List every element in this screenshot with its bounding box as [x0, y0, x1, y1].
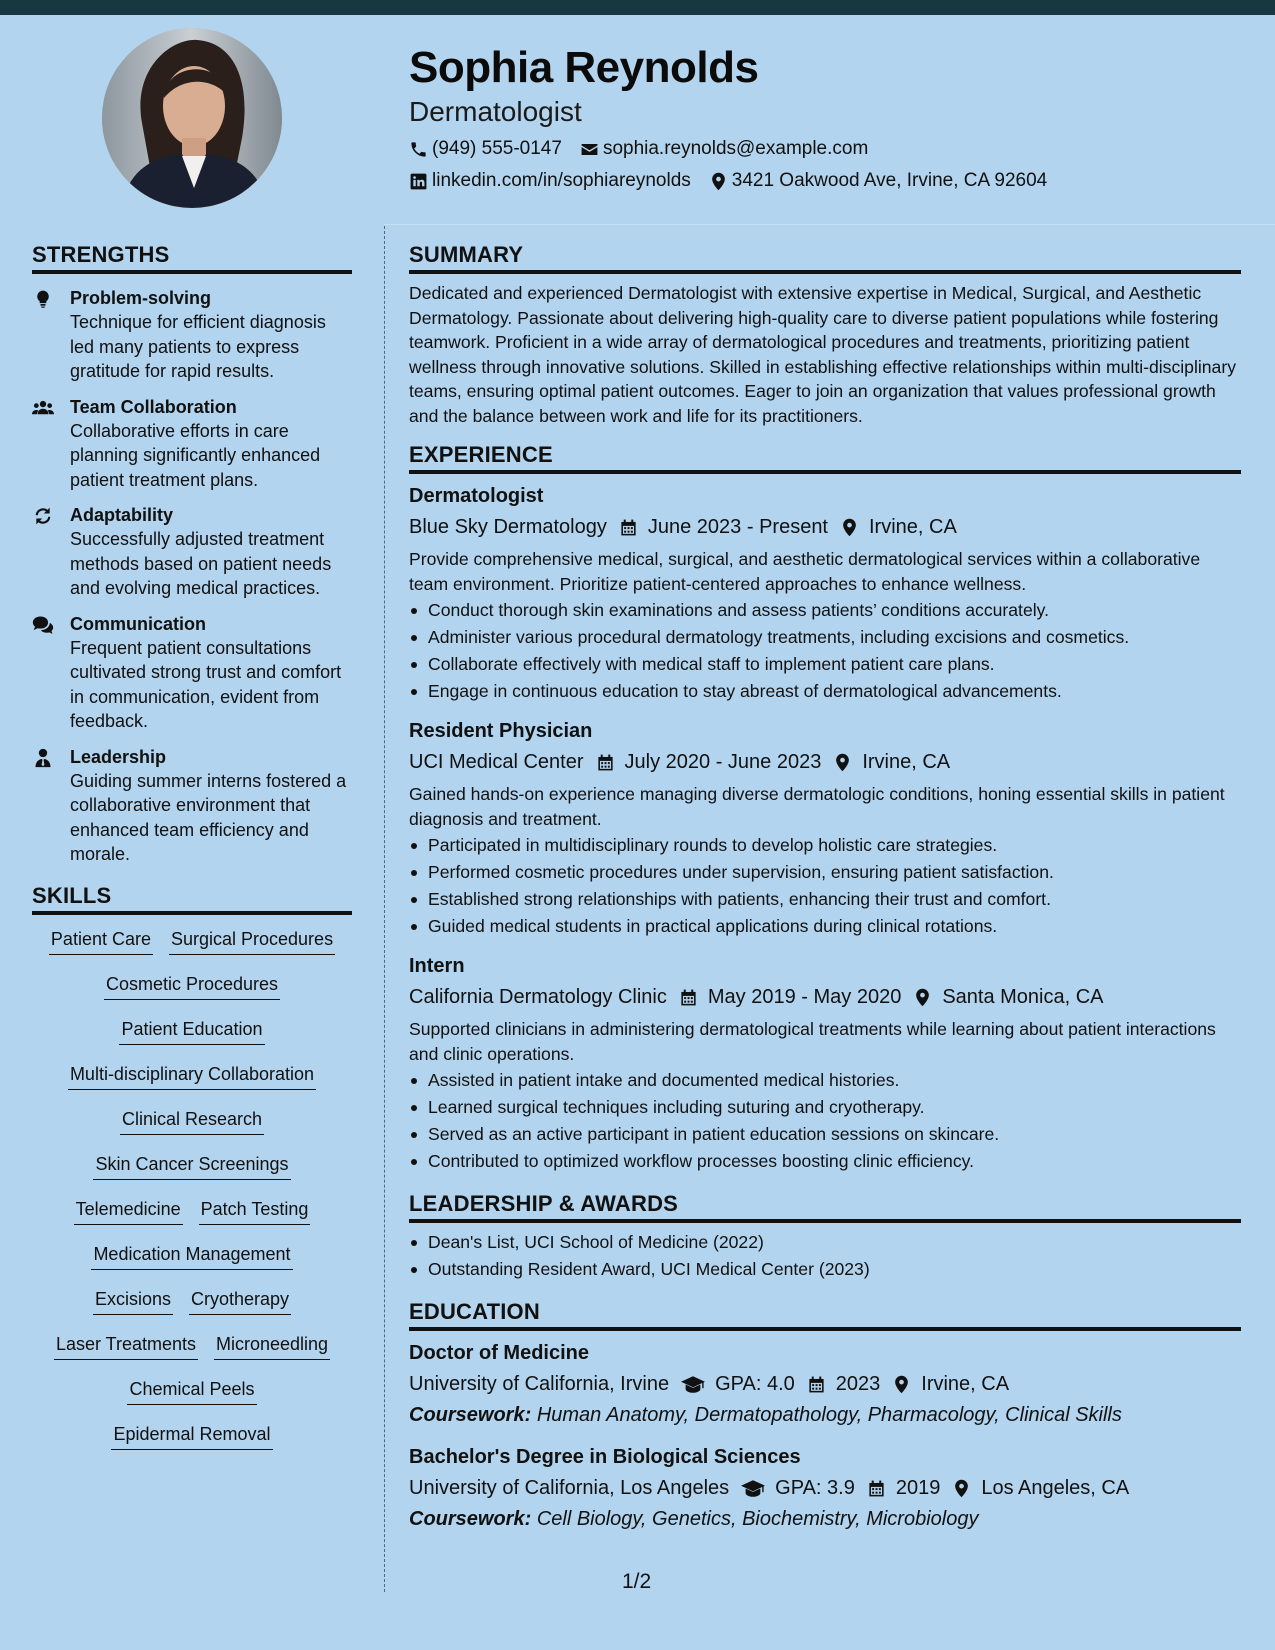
- calendar-icon: [596, 753, 615, 772]
- contact-address: [709, 170, 1047, 192]
- strength-desc: Successfully adjusted treatment methods based on patient needs and evolving medical practices.: [70, 529, 332, 598]
- job-meta: [409, 748, 1241, 776]
- job-location: Irvine, CA: [862, 751, 951, 773]
- skill-tag: Cosmetic Procedures: [104, 972, 280, 1000]
- list-item: Participated in multidisciplinary rounds to develop holistic care strategies.: [409, 832, 1241, 859]
- job-meta: [409, 983, 1241, 1011]
- skill-tag: Excisions: [93, 1287, 173, 1315]
- skill-tag: Microneedling: [214, 1332, 330, 1360]
- job-company: California Dermatology Clinic: [409, 986, 667, 1008]
- candidate-title: Dermatologist: [409, 96, 582, 127]
- strength-item: [32, 503, 352, 601]
- list-item: Engage in continuous education to stay abreast of dermatological advancements.: [409, 678, 1241, 705]
- coursework-line: [409, 1505, 1241, 1533]
- strength-desc: Collaborative efforts in care planning significantly enhanced patient treatment plans.: [70, 420, 321, 490]
- job-description: Provide comprehensive medical, surgical, and aesthetic dermatological services within a collaborative team environment. Prioritize patient-centered approaches to enhance wellness.: [409, 549, 1201, 594]
- left-column: [32, 240, 352, 1467]
- job-dates: May 2019 - May 2020: [707, 986, 902, 1008]
- school-name: University of California, Irvine: [409, 1373, 670, 1395]
- strength-item: [32, 395, 352, 493]
- job-meta: [409, 513, 1241, 541]
- job-description: Supported clinicians in administering dermatological treatments while learning about patient interactions and clinic operations.: [409, 1019, 1216, 1064]
- education-section: [409, 1297, 1241, 1533]
- strength-name: Leadership: [70, 746, 167, 767]
- calendar-icon: [807, 1375, 826, 1394]
- awards-section: [409, 1189, 1241, 1283]
- list-item: Outstanding Resident Award, UCI Medical Center (2023): [409, 1256, 1241, 1283]
- contact-phone[interactable]: [409, 138, 562, 160]
- coursework-line: [409, 1401, 1241, 1429]
- job-bullets: [409, 1067, 1241, 1175]
- page-number: 1/2: [622, 1570, 652, 1593]
- coursework-text: Cell Biology, Genetics, Biochemistry, Microbiology: [536, 1508, 979, 1530]
- school-name: University of California, Los Angeles: [409, 1477, 730, 1499]
- map-marker-icon: [892, 1375, 911, 1394]
- gpa-text: GPA: 4.0: [715, 1373, 795, 1395]
- list-item: Collaborate effectively with medical staff to implement patient care plans.: [409, 651, 1241, 678]
- skills-heading: SKILLS: [32, 881, 352, 915]
- strengths-list: [32, 286, 352, 867]
- user-tie-icon: [32, 748, 54, 768]
- summary-heading: SUMMARY: [409, 240, 1241, 274]
- job-title: Resident Physician: [409, 720, 593, 742]
- list-item: Assisted in patient intake and documented medical histories.: [409, 1067, 1241, 1094]
- candidate-name: Sophia Reynolds: [409, 43, 759, 92]
- degree-title: Doctor of Medicine: [409, 1342, 590, 1364]
- graduation-cap-icon: [681, 1375, 705, 1394]
- job-title: Intern: [409, 955, 465, 977]
- coursework-label: Coursework:: [409, 1508, 532, 1530]
- skill-tag: Medication Management: [91, 1242, 292, 1270]
- school-location: Irvine, CA: [921, 1373, 1010, 1395]
- job-entry: [409, 952, 1241, 1175]
- skill-tag: Skin Cancer Screenings: [93, 1152, 290, 1180]
- map-marker-icon: [840, 518, 859, 537]
- contact-row-1: [409, 138, 1249, 160]
- summary-section: [409, 240, 1241, 428]
- skill-tag: Patient Care: [49, 927, 153, 955]
- gpa-text: GPA: 3.9: [775, 1477, 855, 1499]
- experience-heading: EXPERIENCE: [409, 440, 1241, 474]
- degree-title: Bachelor's Degree in Biological Sciences: [409, 1446, 801, 1468]
- experience-section: [409, 440, 1241, 1175]
- comments-icon: [32, 615, 54, 635]
- strengths-heading: STRENGTHS: [32, 240, 352, 274]
- map-marker-icon: [709, 172, 728, 191]
- users-icon: [32, 398, 54, 418]
- email-text: sophia.reynolds@example.com: [602, 138, 869, 159]
- graduation-cap-icon: [741, 1479, 765, 1498]
- header-divider: [384, 224, 1275, 225]
- strength-item: [32, 286, 352, 384]
- profile-photo: [102, 28, 282, 208]
- strength-desc: Technique for efficient diagnosis led many patients to express gratitude for rapid results.: [70, 312, 326, 381]
- map-marker-icon: [833, 753, 852, 772]
- job-title: Dermatologist: [409, 485, 544, 507]
- job-company: Blue Sky Dermatology: [409, 516, 607, 538]
- summary-text: Dedicated and experienced Dermatologist with extensive expertise in Medical, Surgical, and Aesthetic Dermatology. Passionate about delivering high-quality care to diverse patient populations while fostering teamwork. Proficient in a wide array of dermatological procedures and treatments, prioritizing patient wellness through innovative solutions. Skilled in establishing effective relationships within multi-disciplinary teams, ensuring optimal patient outcomes. Eager to join an organization that values professional growth and the balance between work and life for its practitioners.: [409, 283, 1237, 426]
- lightbulb-icon: [32, 289, 54, 309]
- phone-icon: [409, 140, 428, 159]
- list-item: Established strong relationships with patients, enhancing their trust and comfort.: [409, 886, 1241, 913]
- address-text: 3421 Oakwood Ave, Irvine, CA 92604: [731, 170, 1048, 191]
- linkedin-text: linkedin.com/in/sophiareynolds: [432, 170, 691, 191]
- graduation-year: 2023: [835, 1373, 881, 1395]
- right-column: [409, 240, 1241, 1541]
- skill-tag: Surgical Procedures: [169, 927, 335, 955]
- list-item: Performed cosmetic procedures under supervision, ensuring patient satisfaction.: [409, 859, 1241, 886]
- skills-list: [32, 927, 352, 1467]
- coursework-label: Coursework:: [409, 1404, 532, 1426]
- job-entry: [409, 717, 1241, 940]
- awards-heading: LEADERSHIP & AWARDS: [409, 1189, 1241, 1223]
- skill-tag: Multi-disciplinary Collaboration: [68, 1062, 316, 1090]
- resume-header: [409, 40, 1249, 192]
- strength-item: [32, 745, 352, 867]
- list-item: Guided medical students in practical applications during clinical rotations.: [409, 913, 1241, 940]
- education-meta: [409, 1370, 1241, 1398]
- job-dates: July 2020 - June 2023: [624, 751, 822, 773]
- contact-email[interactable]: [580, 138, 868, 160]
- skill-tag: Chemical Peels: [127, 1377, 256, 1405]
- list-item: Administer various procedural dermatology treatments, including excisions and cosmetics.: [409, 624, 1241, 651]
- education-entry: [409, 1339, 1241, 1429]
- linkedin-icon: [409, 172, 428, 191]
- job-bullets: [409, 832, 1241, 940]
- map-marker-icon: [952, 1479, 971, 1498]
- job-location: Irvine, CA: [869, 516, 957, 538]
- strength-name: Team Collaboration: [70, 396, 237, 417]
- job-bullets: [409, 597, 1241, 705]
- job-company: UCI Medical Center: [409, 751, 584, 773]
- envelope-icon: [580, 140, 599, 159]
- job-dates: June 2023 - Present: [647, 516, 828, 538]
- top-bar: [0, 0, 1275, 15]
- calendar-icon: [867, 1479, 886, 1498]
- job-description: Gained hands-on experience managing diverse dermatologic conditions, honing essential skills in patient diagnosis and treatment.: [409, 784, 1225, 829]
- calendar-icon: [619, 518, 638, 537]
- skill-tag: Patch Testing: [199, 1197, 311, 1225]
- list-item: Learned surgical techniques including suturing and cryotherapy.: [409, 1094, 1241, 1121]
- column-divider: [384, 226, 385, 1592]
- skill-tag: Clinical Research: [120, 1107, 264, 1135]
- list-item: Conduct thorough skin examinations and assess patients’ conditions accurately.: [409, 597, 1241, 624]
- strength-name: Adaptability: [70, 505, 174, 525]
- strength-desc: Frequent patient consultations cultivated strong trust and comfort in communication, evident from feedback.: [70, 637, 342, 731]
- awards-list: [409, 1229, 1241, 1283]
- strength-desc: Guiding summer interns fostered a collaborative environment that enhanced team efficiency and morale.: [70, 770, 347, 864]
- coursework-text: Human Anatomy, Dermatopathology, Pharmacology, Clinical Skills: [536, 1404, 1122, 1426]
- job-location: Santa Monica, CA: [942, 986, 1104, 1008]
- calendar-icon: [679, 988, 698, 1007]
- map-marker-icon: [913, 988, 932, 1007]
- job-entry: [409, 482, 1241, 705]
- sync-icon: [32, 506, 54, 526]
- education-entry: [409, 1443, 1241, 1533]
- skill-tag: Telemedicine: [74, 1197, 183, 1225]
- strength-name: Communication: [70, 613, 207, 634]
- skill-tag: Patient Education: [119, 1017, 264, 1045]
- education-meta: [409, 1474, 1241, 1502]
- skill-tag: Laser Treatments: [54, 1332, 198, 1360]
- phone-text: (949) 555-0147: [432, 138, 562, 159]
- contact-row-2: [409, 170, 1249, 192]
- graduation-year: 2019: [895, 1477, 941, 1499]
- list-item: Dean's List, UCI School of Medicine (2022): [409, 1229, 1241, 1256]
- strength-name: Problem-solving: [70, 288, 212, 308]
- list-item: Contributed to optimized workflow processes boosting clinic efficiency.: [409, 1148, 1241, 1175]
- strength-item: [32, 612, 352, 734]
- school-location: Los Angeles, CA: [981, 1477, 1130, 1499]
- skill-tag: Cryotherapy: [189, 1287, 291, 1315]
- list-item: Served as an active participant in patient education sessions on skincare.: [409, 1121, 1241, 1148]
- skill-tag: Epidermal Removal: [111, 1422, 272, 1450]
- contact-linkedin[interactable]: [409, 170, 691, 192]
- education-heading: EDUCATION: [409, 1297, 1241, 1331]
